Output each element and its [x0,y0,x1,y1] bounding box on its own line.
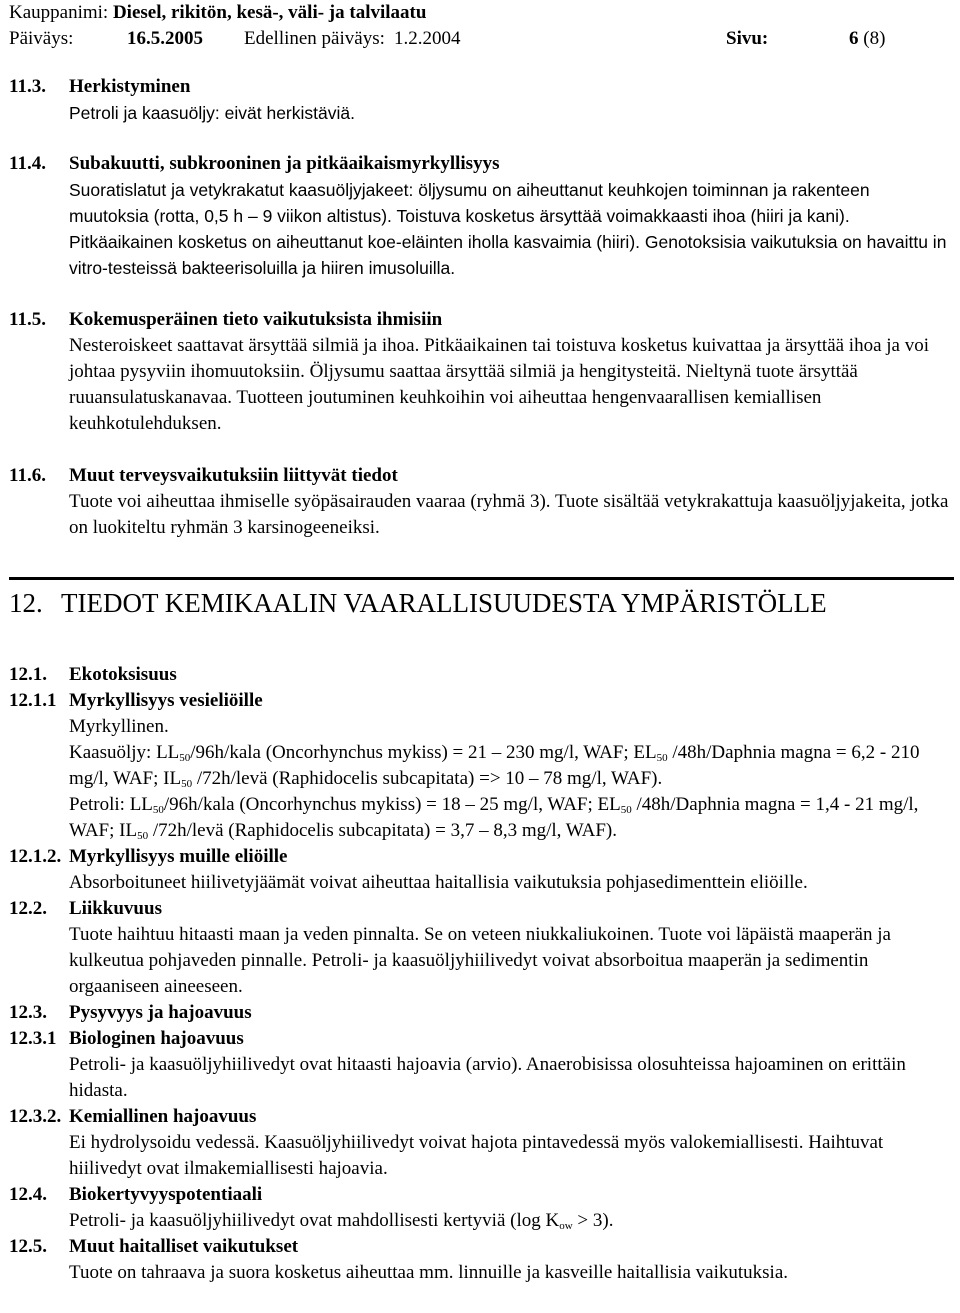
section-title: Herkistyminen [69,76,191,97]
section-text: Petroli- ja kaasuöljyhiilivedyt ovat hitaasti hajoavia (arvio). Anaerobisissa olosuhteissa hajoaminen on erittäin hidasta. [69,1054,906,1101]
section-12-1 [9,662,954,688]
petroli-toxicity: Petroli: $LL_{50}/96h$/kala (Oncorhynchus mykiss) = 18 – 25 mg/l, WAF; $EL_{50}$ /48h/Daphnia magna = 1,4 - 21 mg/l, WAF; $IL_{50}$ /72h/levä (Raphidocelis subcapitata) = 3,7 – 8,3 mg/l, WAF). [69,794,919,842]
section-title: Ekotoksisuus [69,664,177,685]
page-current: 6 [849,28,859,49]
section-12-1-1 [9,688,954,844]
section-text-line: Myrkyllinen. [69,716,169,737]
section-number: 12.3. [9,1002,47,1023]
section-number: 12.2. [9,898,47,919]
chapter-title: TIEDOT KEMIKAALIN VAARALLISUUDESTA YMPÄRISTÖLLE [61,588,827,618]
document-page [9,0,954,1286]
section-number: 12.1.1 [9,690,57,711]
section-title: Muut terveysvaikutuksiin liittyvät tiedot [69,465,398,486]
section-text: Absorboituneet hiilivetyjäämät voivat aiheuttaa haitallisia vaikutuksia pohjasedimenttein eliöille. [69,872,808,893]
product-header [9,0,954,26]
section-title: Kokemusperäinen tieto vaikutuksista ihmisiin [69,309,443,330]
section-12-3-2 [9,1104,954,1182]
section-title: Liikkuvuus [69,898,162,919]
section-number: 11.6. [9,465,46,486]
section-12-3-1 [9,1026,954,1104]
prev-date-value: 1.2.2004 [394,28,461,49]
section-number: 12.3.1 [9,1028,57,1049]
chapter-number: 12. [9,588,43,618]
product-label: Kauppanimi: [9,2,109,23]
section-title: Biokertyvyyspotentiaali [69,1184,263,1205]
section-title: Subakuutti, subkrooninen ja pitkäaikaismyrkyllisyys [69,153,500,174]
section-12-3 [9,1000,954,1026]
section-number: 11.5. [9,309,46,330]
section-number: 12.5. [9,1236,47,1257]
prev-date-label: Edellinen päiväys: [244,28,385,49]
chapter-12-heading [9,577,954,624]
section-11-4 [9,151,954,281]
page-total: (8) [863,28,886,49]
section-title: Myrkyllisyys vesieliöille [69,690,263,711]
section-12-2 [9,896,954,1000]
date-header [9,26,954,52]
section-title: Muut haitalliset vaikutukset [69,1236,299,1257]
section-number: 12.1.2. [9,846,62,867]
section-text: Tuote haihtuu hitaasti maan ja veden pinnalta. Se on veteen niukkaliukoinen. Tuote voi läpäistä maaperän ja kulkeutua pohjaveden pinnalle. Petroli- ja kaasuöljyhiilivedyt voivat absorboitua maaperän ja sedimentin orgaaniseen aineeseen. [69,924,891,997]
section-title: Pysyvyys ja hajoavuus [69,1002,252,1023]
section-12-1-2 [9,844,954,896]
section-text: Tuote voi aiheuttaa ihmiselle syöpäsairauden vaaraa (ryhmä 3). Tuote sisältää vetykrakattuja kaasuöljyjakeita, jotka on luokiteltu ryhmän 3 karsinogeeneiksi. [69,491,949,538]
section-number: 12.1. [9,664,47,685]
section-number: 11.4. [9,153,46,174]
date-value: 16.5.2005 [127,28,203,49]
section-12-5 [9,1234,954,1286]
section-title: Biologinen hajoavuus [69,1028,244,1049]
section-text: Tuote on tahraava ja suora kosketus aiheuttaa mm. linnuille ja kasveille haitallisia vaikutuksia. [69,1262,789,1283]
section-11-6 [9,463,954,541]
product-name: Diesel, rikitön, kesä-, väli- ja talvilaatu [112,2,427,23]
section-text: Suoratislatut ja vetykrakatut kaasuöljyjakeet: öljysumu on aiheuttanut keuhkojen toiminnan ja rakenteen muutoksia (rotta, 0,5 h – 9 viikon altistus). Toistuva kosketus ärsyttää voimakkaasti ihoa (hiiri ja kani). Pitkäaikainen kosketus on aiheuttanut koe-eläinten iholla kasvaimia (hiiri). Genotoksisia vaikutuksia on havaittu in vitro-testeissä bakteerisoluilla ja hiiren imusoluilla. [69,180,947,278]
section-text: Ei hydrolysoidu vedessä. Kaasuöljyhiilivedyt voivat hajota pintavedessä myös valokemiallisesti. Haihtuvat hiilivedyt ovat ilmakemiallisesti hajoavia. [69,1132,884,1179]
section-text: Petroli ja kaasuöljy: eivät herkistäviä. [69,103,355,123]
section-title: Myrkyllisyys muille eliöille [69,846,288,867]
section-11-5 [9,307,954,437]
section-text: Petroli- ja kaasuöljyhiilivedyt ovat mahdollisesti kertyviä (log $K_{ow} > 3$). [69,1210,614,1232]
section-number: 12.3.2. [9,1106,62,1127]
kaasuoljy-toxicity: Kaasuöljy: $LL_{50}/96h$/kala (Oncorhynchus mykiss) = 21 – 230 mg/l, WAF; $EL_{50}$ /48h/Daphnia magna = 6,2 - 210 mg/l, WAF; $IL_{50}$ /72h/levä (Raphidocelis subcapitata) => 10 – 78 mg/l, WAF). [69,742,920,790]
section-title: Kemiallinen hajoavuus [69,1106,257,1127]
section-number: 11.3. [9,76,46,97]
date-label: Päiväys: [9,28,74,49]
section-text: Nesteroiskeet saattavat ärsyttää silmiä ja ihoa. Pitkäaikainen tai toistuva kosketus kuivattaa ja ärsyttää ihoa ja voi johtaa pysyviin ihomuutoksiin. Öljysumu saattaa ärsyttää silmiä ja hengitysteitä. Nieltynä tuote ärsyttää ruuansulatuskanavaa. Tuotteen joutuminen keuhkoihin voi aiheuttaa hengenvaarallisen kemiallisen keuhkotulehduksen. [69,335,930,434]
page-label: Sivu: [726,28,769,49]
section-number: 12.4. [9,1184,47,1205]
section-11-3 [9,74,954,126]
page-number [849,26,885,52]
section-12-4 [9,1182,954,1234]
